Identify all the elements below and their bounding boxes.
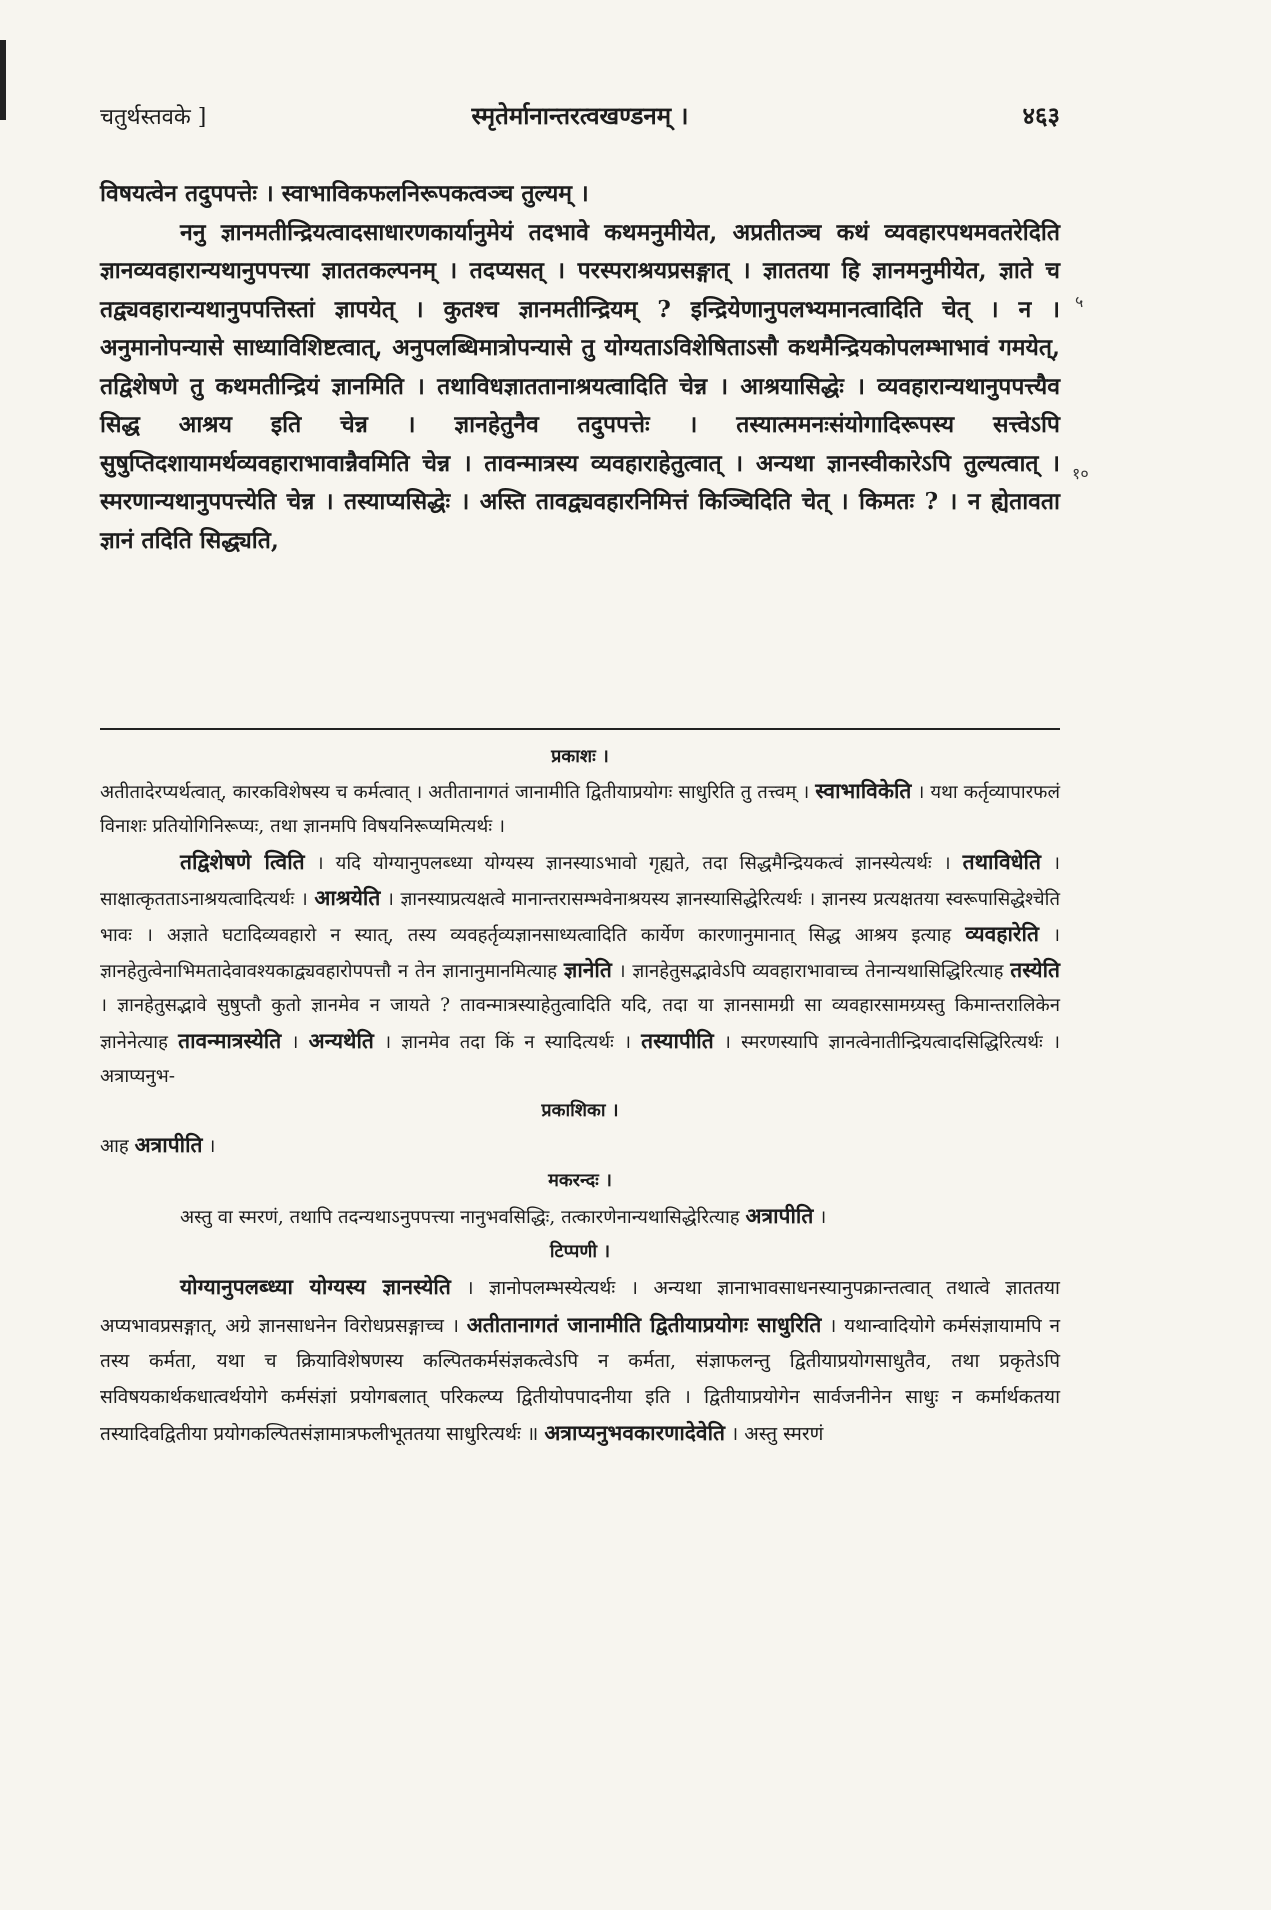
- lemma: तस्यापीति: [641, 1027, 714, 1053]
- lemma: तद्विशेषणे त्विति: [180, 848, 305, 874]
- header-section: चतुर्थस्तवके ]: [100, 105, 207, 130]
- makaranda-paragraph: अस्तु वा स्मरणं, तथापि तदन्यथाऽनुपपत्त्या नानुभवसिद्धिः, तत्कारणेनान्यथासिद्धेरित्याह अत्रापीति ।: [180, 1202, 827, 1228]
- mula-text: [100, 175, 1060, 560]
- lemma: व्यवहारेति: [965, 921, 1039, 947]
- margin-number-5: ५: [1075, 292, 1084, 311]
- prakashika-paragraph: आह अत्रापीति ।: [100, 1132, 216, 1158]
- lemma: अत्राप्यनुभवकारणादेवेति: [544, 1420, 726, 1446]
- lemma: योग्यानुपलब्ध्या योग्यस्य ज्ञानस्येति: [180, 1274, 451, 1300]
- commentary: [100, 740, 1060, 1453]
- lemma: तावन्मात्रस्येति: [178, 1027, 282, 1053]
- makaranda-title: मकरन्दः ।: [548, 1170, 612, 1192]
- prakasha-paragraph-1: अतीतादेरप्यर्थत्वात्, कारकविशेषस्य च कर्मत्वात् । अतीतानागतं जानामीति द्वितीयाप्रयोगः साधुरिति तु तत्त्वम् । स्वाभाविकेति । यथा कर्तृव्यापारफलं विनाशः प्रतियोगिनिरूप्यः, तथा ज्ञानमपि विषयनिरूप्यमित्यर्थः ।: [100, 778, 1060, 838]
- running-header: [100, 95, 1060, 135]
- prakasha-title: प्रकाशः ।: [551, 746, 609, 767]
- lemma: स्वाभाविकेति: [815, 778, 912, 804]
- margin-number-10: १०: [1072, 464, 1089, 483]
- prakashika-title: प्रकाशिका ।: [541, 1100, 619, 1122]
- mula-paragraph: ननु ज्ञानमतीन्द्रियत्वादसाधारणकार्यानुमेयं तदभावे कथमनुमीयेत, अप्रतीतञ्च कथं व्यवहारपथमवतरेदिति ज्ञानव्यवहारान्यथानुपपत्त्या ज्ञाततकल्पनम् । तदप्यसत् । परस्पराश्रयप्रसङ्गात् । ज्ञाततया हि ज्ञानमनुमीयेत, ज्ञाते च तद्व्यवहारान्यथानुपपत्तिस्तां ज्ञापयेत् । कुतश्च ज्ञानमतीन्द्रियम् ? इन्द्रियेणानुपलभ्यमानत्वादिति चेत् । न । अनुमानोपन्यासे साध्याविशिष्टत्वात्, अनुपलब्धिमात्रोपन्यासे तु योग्यताऽविशेषिताऽसौ कथमैन्द्रियकोपलम्भाभावं गमयेत्, तद्विशेषणे तु कथमतीन्द्रियं ज्ञानमिति । तथाविधज्ञाततानाश्रयत्वादिति चेन्न । आश्रयासिद्धेः । व्यवहारान्यथानुपपत्त्यैव सिद्ध आश्रय इति चेन्न । ज्ञानहेतुनैव तदुपपत्तेः । तस्यात्ममनःसंयोगादिरूपस्य सत्त्वेऽपि सुषुप्तिदशायामर्थव्यवहाराभावान्नैवमिति चेन्न । तावन्मात्रस्य व्यवहाराहेतुत्वात् । अन्यथा ज्ञानस्वीकारेऽपि तुल्यत्वात् । स्मरणान्यथानुपपत्त्येति चेन्न । तस्याप्यसिद्धेः । अस्ति तावद्व्यवहारनिमित्तं किञ्चिदिति चेत् । किमतः ? । न ह्येतावता ज्ञानं तदिति सिद्ध्यति,: [100, 218, 1060, 554]
- commentary-rule: [100, 728, 1060, 730]
- lemma: ज्ञानेति: [563, 957, 612, 983]
- lemma: तथाविधेति: [962, 848, 1041, 874]
- lemma: अत्रापीति: [134, 1132, 203, 1158]
- prakasha-paragraph-2: तद्विशेषणे त्विति । यदि योग्यानुपलब्ध्या योग्यस्य ज्ञानस्याऽभावो गृह्यते, तदा सिद्धमैन्द्रियकत्वं ज्ञानस्येत्यर्थः । तथाविधेति । साक्षात्कृतताऽनाश्रयत्वादित्यर्थः । आश्रयेति । ज्ञानस्याप्रत्यक्षत्वे मानान्तरासम्भवेनाश्रयस्य ज्ञानस्यासिद्धेरित्यर्थः । ज्ञानस्य प्रत्यक्षतया स्वरूपासिद्धेश्चेति भावः । अज्ञाते घटादिव्यवहारो न स्यात्, तस्य व्यवहर्तृव्यज्ञानसाध्यत्वादिति कार्येण कारणानुमानात् सिद्ध आश्रय इत्याह व्यवहारेति । ज्ञानहेतुत्वेनाभिमतादेवावश्यकाद्व्यवहारोपपत्तौ न तेन ज्ञानानुमानमित्याह ज्ञानेति । ज्ञानहेतुसद्भावेऽपि व्यवहाराभावाच्च तेनान्यथासिद्धिरित्याह तस्येति । ज्ञानहेतुसद्भावे सुषुप्तौ कुतो ज्ञानमेव न जायते ? तावन्मात्रस्याहेतुत्वादिति यदि, तदा या ज्ञानसामग्री सा व्यवहारसामग्र्यस्तु किमान्तरालिकेन ज्ञानेनेत्याह तावन्मात्रस्येति । अन्यथेति । ज्ञानमेव तदा किं न स्यादित्यर्थः । तस्यापीति । स्मरणस्यापि ज्ञानत्वेनातीन्द्रियत्वादसिद्धिरित्यर्थः । अत्राप्यनुभ-: [100, 848, 1060, 1087]
- tippani-paragraph: योग्यानुपलब्ध्या योग्यस्य ज्ञानस्येति । ज्ञानोपलम्भस्येत्यर्थः । अन्यथा ज्ञानाभावसाधनस्यानुपक्रान्तत्वात् तथात्वे ज्ञाततया अप्यभावप्रसङ्गात्, अग्रे ज्ञानसाधनेन विरोधप्रसङ्गाच्च । अतीतानागतं जानामीति द्वितीयाप्रयोगः साधुरिति । यथान्वादियोगे कर्मसंज्ञायामपि न तस्य कर्मता, यथा च क्रियाविशेषणस्य कल्पितकर्मसंज्ञकत्वेऽपि न कर्मता, संज्ञाफलन्तु द्वितीयाप्रयोगसाधुतैव, तथा प्रकृतेऽपि सविषयकार्थकधात्वर्थयोगे कर्मसंज्ञां प्रयोगबलात् परिकल्प्य द्वितीयोपपादनीया इति । द्वितीयाप्रयोगेन सार्वजनीनेन साधुः न कर्मार्थकतया तस्यादिवद्वितीया प्रयोगकल्पितसंज्ञामात्रफलीभूततया साधुरित्यर्थः ॥ अत्राप्यनुभवकारणादेवेति । अस्तु स्मरणं: [100, 1274, 1060, 1446]
- header-title: स्मृतेर्मानान्तरत्वखण्डनम् ।: [471, 101, 689, 130]
- lemma: आश्रयेति: [314, 884, 381, 910]
- mula-line-1: विषयत्वेन तदुपपत्तेः । स्वाभाविकफलनिरूपकत्वञ्च तुल्यम् ।: [100, 180, 589, 207]
- tippani-title: टिप्पणी ।: [549, 1240, 611, 1262]
- binding-edge: [0, 40, 6, 120]
- lemma: अन्यथेति: [308, 1027, 374, 1053]
- lemma: अतीतानागतं जानामीति द्वितीयाप्रयोगः साधुरिति: [466, 1311, 822, 1337]
- page-number: ४६३: [1022, 101, 1060, 130]
- lemma: अत्रापीति: [745, 1202, 814, 1228]
- lemma: तस्येति: [1010, 957, 1060, 983]
